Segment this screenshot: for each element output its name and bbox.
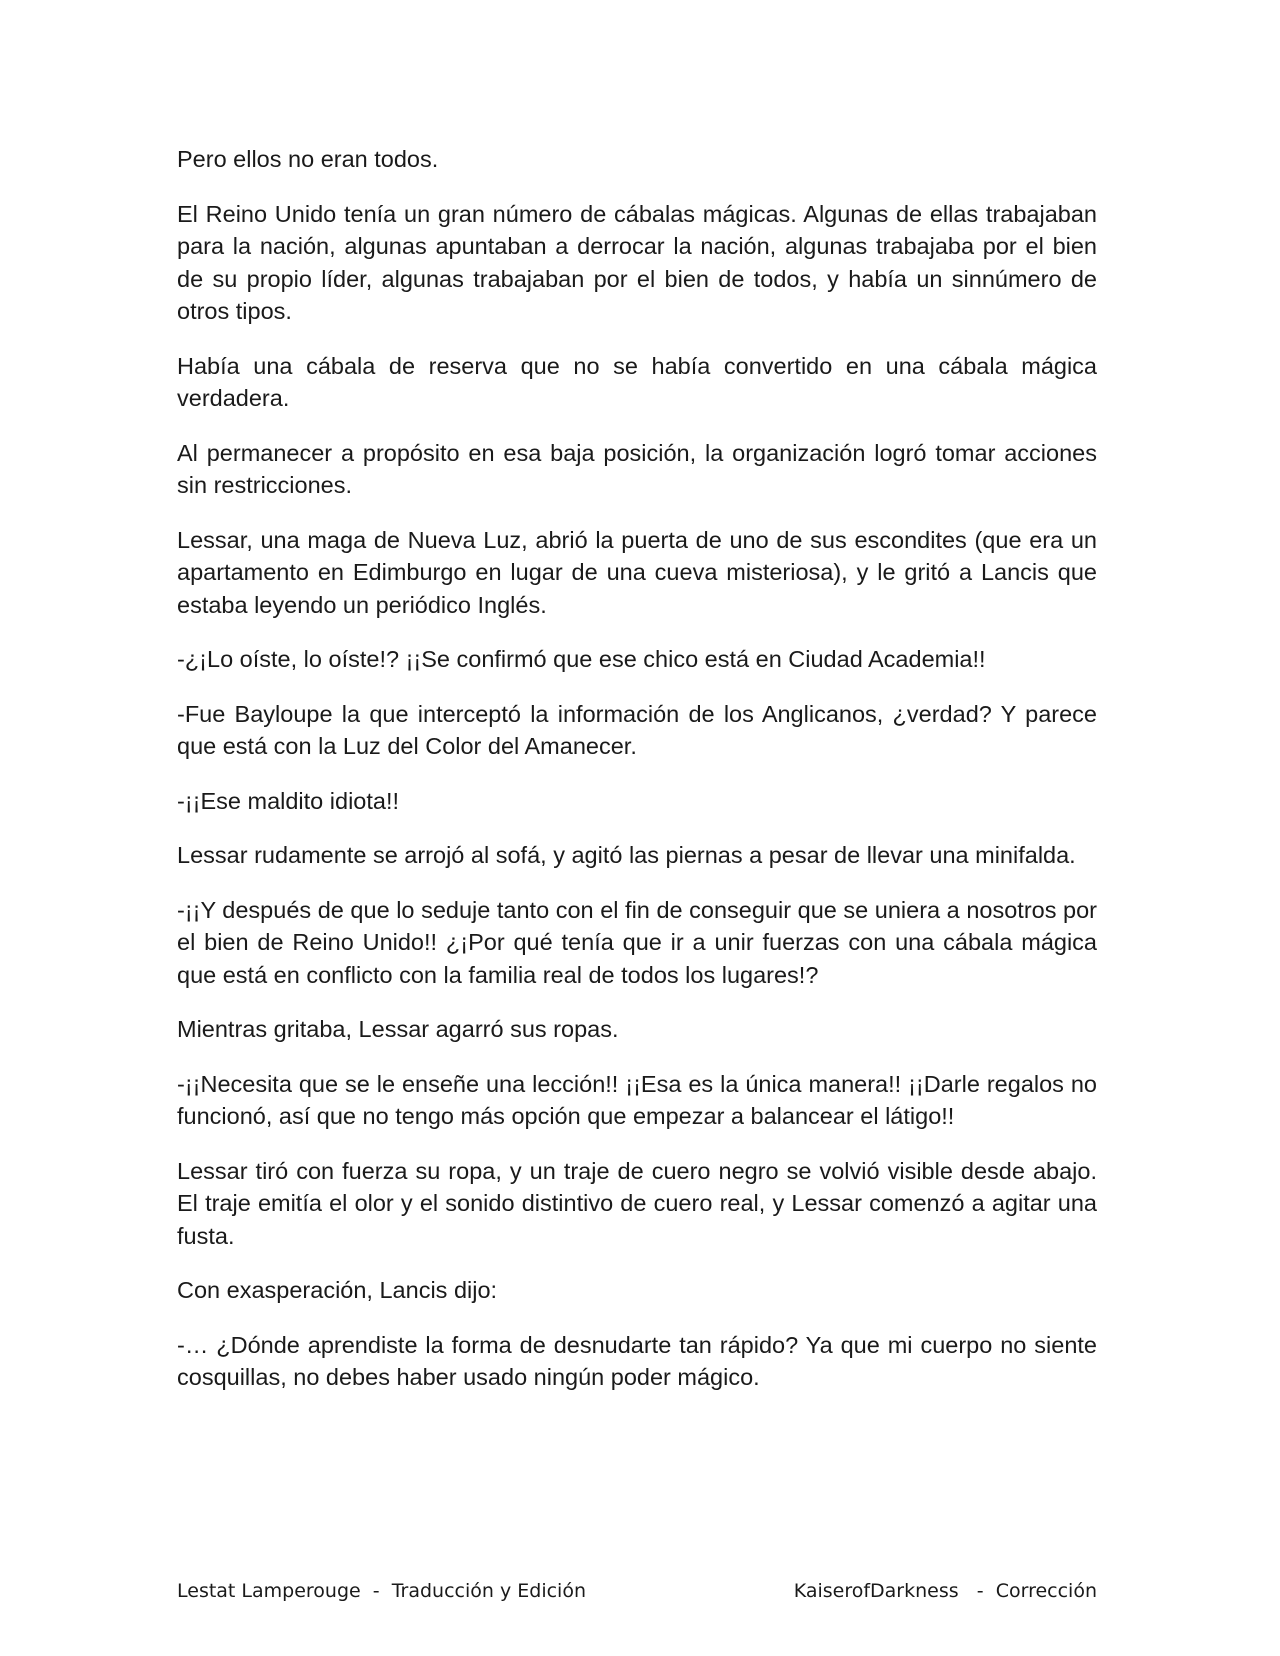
- paragraph: Lessar rudamente se arrojó al sofá, y agitó las piernas a pesar de llevar una minifalda.: [177, 842, 1076, 868]
- paragraph: Había una cábala de reserva que no se había convertido en una cábala mágica verdadera.: [177, 352, 1097, 411]
- footer-credit-correction: KaiserofDarkness - Corrección: [793, 1580, 1097, 1602]
- paragraph: Lessar, una maga de Nueva Luz, abrió la puerta de uno de sus escondites (que era un apartamento en Edimburgo en lugar de una cueva misteriosa), y le gritó a Lancis que estaba leyendo un periódico Inglés.: [177, 526, 1097, 618]
- paragraph: Al permanecer a propósito en esa baja posición, la organización logró tomar acciones sin restricciones.: [177, 439, 1097, 498]
- footer-credit-translation: Lestat Lamperouge - Traducción y Edición: [177, 1580, 587, 1602]
- paragraph: -¡¡Y después de que lo seduje tanto con el fin de conseguir que se uniera a nosotros por el bien de Reino Unido!! ¿¡Por qué tenía que ir a unir fuerzas con una cábala mágica que está en conflicto con la familia real de todos los lugares!?: [177, 896, 1097, 988]
- paragraph: Pero ellos no eran todos.: [177, 146, 439, 172]
- paragraph: El Reino Unido tenía un gran número de cábalas mágicas. Algunas de ellas trabajaban para la nación, algunas apuntaban a derrocar la nación, algunas trabajaba por el bien de su propio líder, algunas trabajaban por el bien de todos, y había un sinnúmero de otros tipos.: [177, 200, 1097, 324]
- paragraph: -Fue Bayloupe la que interceptó la información de los Anglicanos, ¿verdad? Y parece que está con la Luz del Color del Amanecer.: [177, 700, 1097, 759]
- page-footer: [177, 1580, 1097, 1608]
- paragraph: Mientras gritaba, Lessar agarró sus ropas.: [177, 1016, 619, 1042]
- paragraph: -¡¡Necesita que se le enseñe una lección!! ¡¡Esa es la única manera!! ¡¡Darle regalos no funcionó, así que no tengo más opción que empezar a balancear el látigo!!: [177, 1070, 1097, 1129]
- body-text: [177, 143, 1097, 1416]
- paragraph: -¡¡Ese maldito idiota!!: [177, 787, 400, 814]
- paragraph: -¿¡Lo oíste, lo oíste!? ¡¡Se confirmó que ese chico está en Ciudad Academia!!: [177, 646, 986, 672]
- paragraph: -… ¿Dónde aprendiste la forma de desnudarte tan rápido? Ya que mi cuerpo no siente cosquillas, no debes haber usado ningún poder mágico.: [177, 1331, 1097, 1390]
- paragraph: Con exasperación, Lancis dijo:: [177, 1277, 498, 1303]
- paragraph: Lessar tiró con fuerza su ropa, y un traje de cuero negro se volvió visible desde abajo. El traje emitía el olor y el sonido distintivo de cuero real, y Lessar comenzó a agitar una fusta.: [177, 1157, 1097, 1249]
